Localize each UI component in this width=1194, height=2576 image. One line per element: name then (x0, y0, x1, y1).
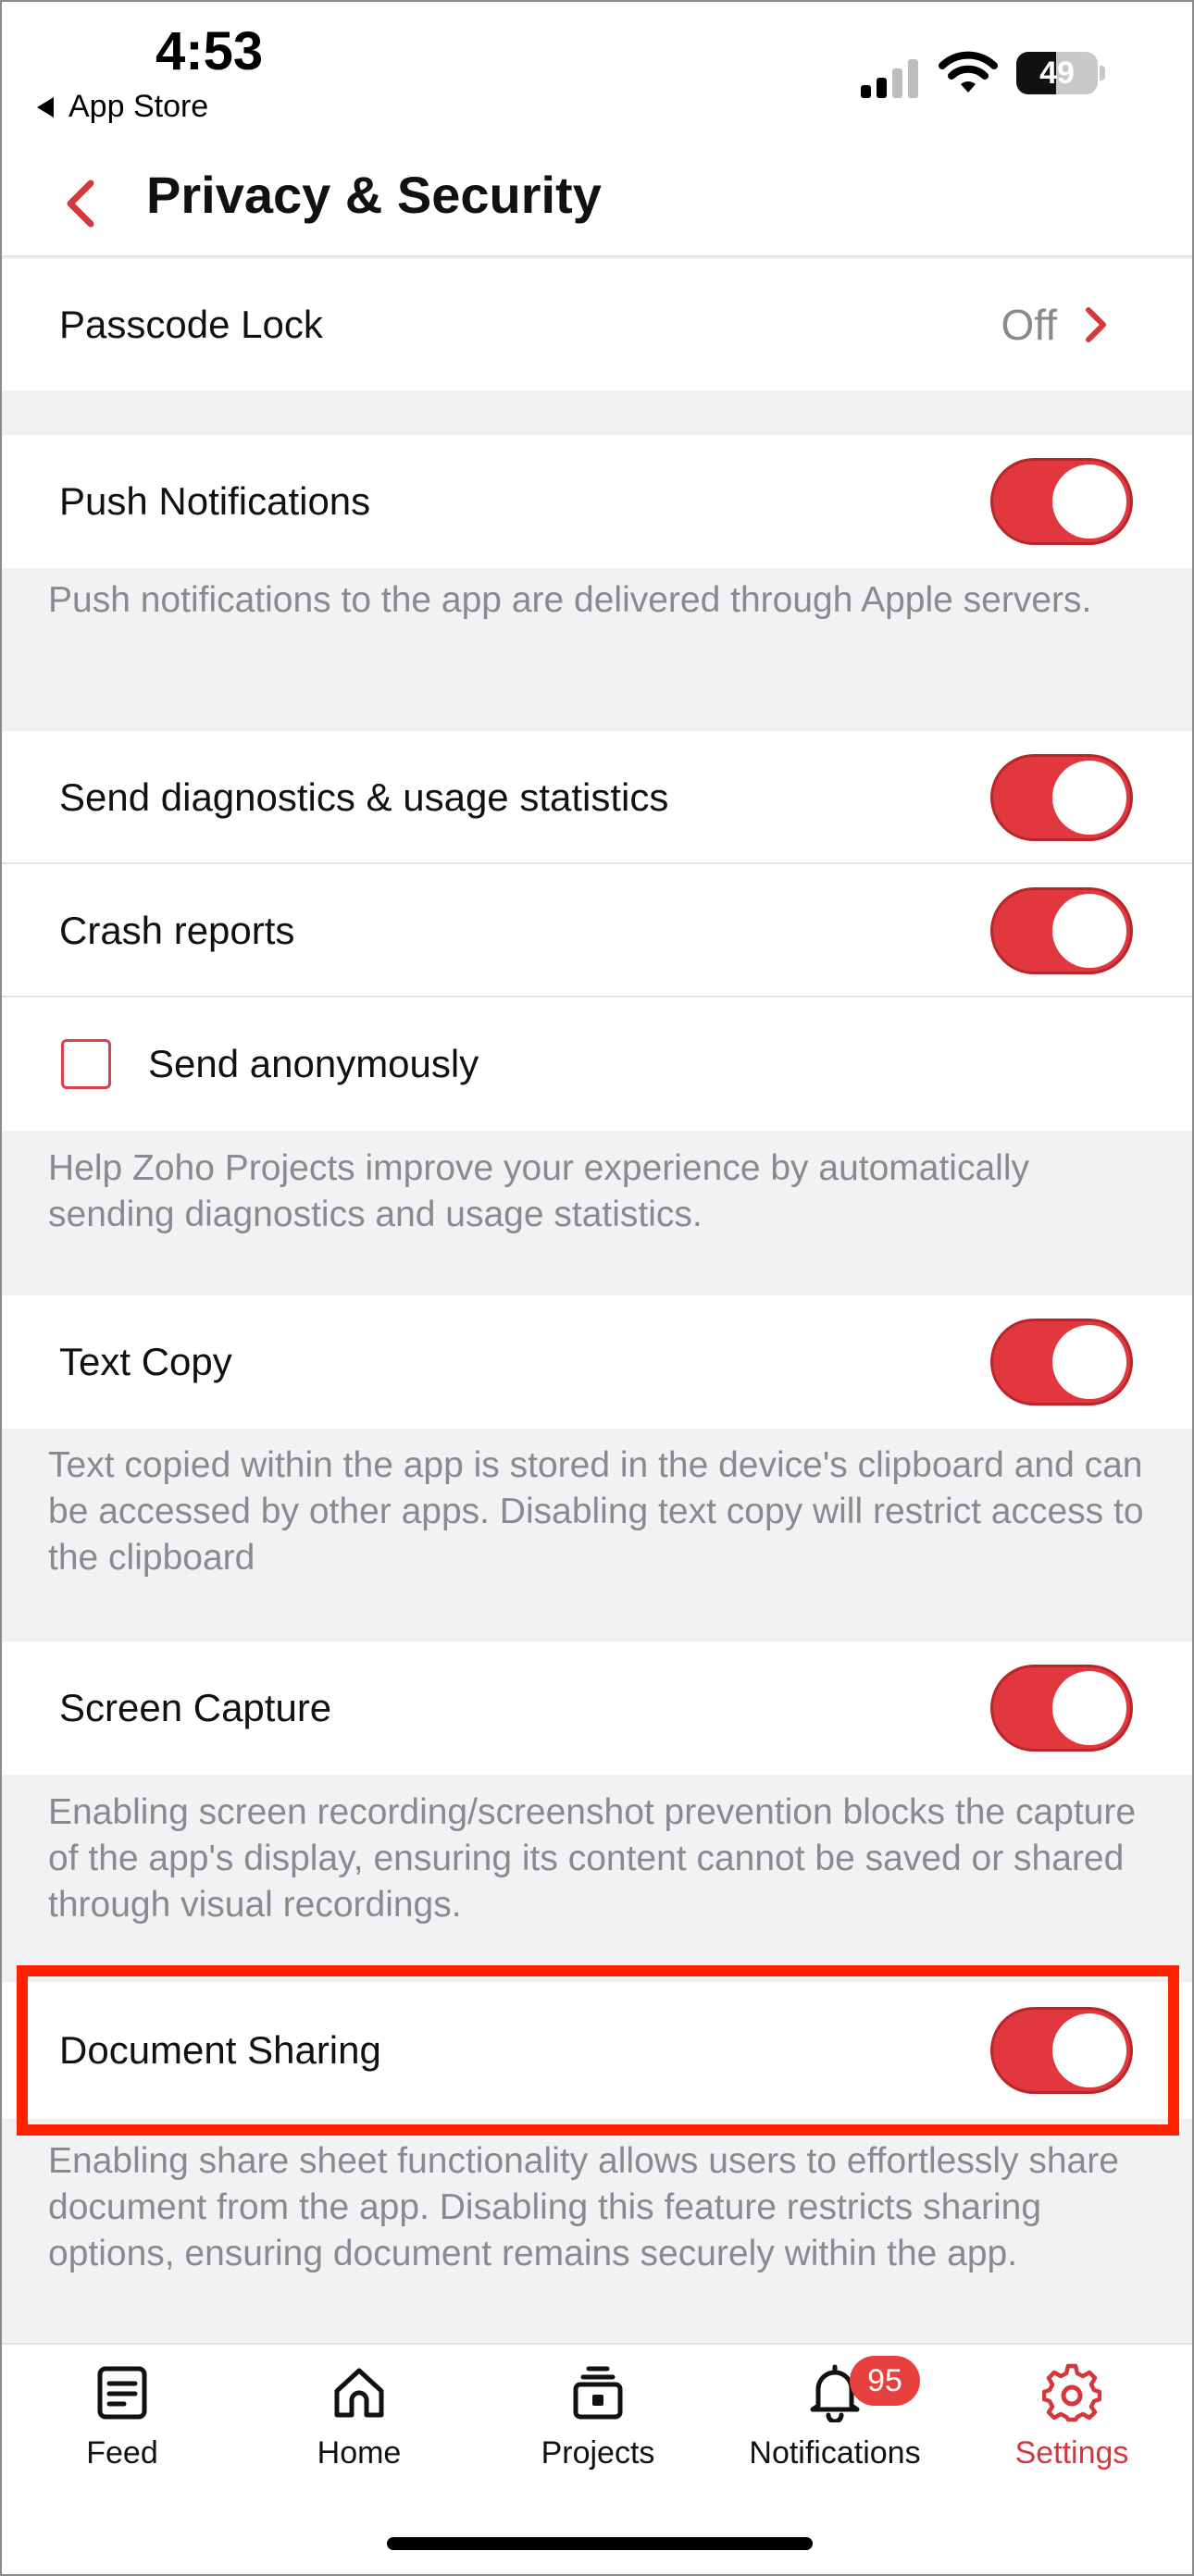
back-to-app-store-link[interactable] (37, 89, 208, 125)
screen-capture-description: Enabling screen recording/screenshot prevention blocks the capture of the app's display, ensuring its content cannot be saved or shared through visual recordings. (48, 1792, 1137, 1925)
highlight-annotation-box (17, 1965, 1179, 2136)
push-notifications-description: Push notifications to the app are delivered through Apple servers. (48, 580, 1092, 620)
tab-home-label: Home (317, 2435, 402, 2471)
crash-reports-toggle[interactable] (990, 887, 1133, 974)
tab-settings[interactable] (970, 2363, 1174, 2471)
text-copy-description: Text copied within the app is stored in the device's clipboard and can be accessed by other apps. Disabling text copy will restrict access to the clipboard (48, 1445, 1144, 1578)
screen-capture-toggle[interactable] (990, 1665, 1133, 1752)
feed-icon (93, 2363, 152, 2422)
tab-notifications-label: Notifications (749, 2435, 921, 2471)
gear-icon (1042, 2363, 1101, 2422)
diagnostics-toggle[interactable] (990, 754, 1133, 841)
back-app-label: App Store (68, 89, 209, 124)
battery-indicator (1016, 52, 1105, 94)
back-chevron-icon[interactable] (57, 176, 104, 231)
notifications-badge: 95 (850, 2356, 920, 2406)
battery-tip (1100, 66, 1105, 80)
home-icon (330, 2363, 389, 2422)
tab-projects[interactable] (496, 2363, 700, 2471)
send-anonymously-label: Send anonymously (148, 1042, 479, 1085)
push-notifications-row (2, 435, 1192, 568)
tab-feed-label: Feed (86, 2435, 158, 2471)
text-copy-toggle[interactable] (990, 1319, 1133, 1406)
toggle-knob (1052, 464, 1126, 539)
navigation-bar (2, 150, 1192, 257)
screen-capture-row (2, 1641, 1192, 1775)
status-bar (2, 2, 1192, 150)
battery-level-text: 49 (1039, 56, 1075, 91)
send-anonymously-description: Help Zoho Projects improve your experience by automatically sending diagnostics and usage statistics. (48, 1148, 1029, 1234)
send-anonymously-checkbox[interactable] (61, 1039, 111, 1089)
toggle-knob (1052, 1325, 1126, 1399)
passcode-lock-value: Off (1001, 301, 1057, 349)
passcode-lock-row[interactable] (2, 259, 1192, 390)
page-title: Privacy & Security (146, 166, 602, 224)
push-notifications-label: Push Notifications (59, 479, 371, 523)
chevron-right-icon (1083, 306, 1109, 343)
tab-notifications[interactable] (733, 2363, 937, 2471)
cellular-signal-icon (859, 57, 922, 98)
tab-projects-label: Projects (541, 2435, 655, 2471)
diagnostics-label: Send diagnostics & usage statistics (59, 775, 669, 819)
push-notifications-toggle[interactable] (990, 458, 1133, 545)
document-sharing-label: Document Sharing (59, 2028, 381, 2072)
status-time: 4:53 (155, 21, 264, 81)
battery-body (1016, 52, 1098, 94)
send-anonymously-row[interactable] (2, 997, 1192, 1131)
projects-icon (568, 2363, 628, 2422)
toggle-knob (1052, 894, 1126, 968)
tab-home[interactable] (257, 2363, 461, 2471)
document-sharing-description: Enabling share sheet functionality allows users to effortlessly share document from the app. Disabling this feature restricts sharing options, ensuring document remains securely within the app. (48, 2141, 1119, 2273)
toggle-knob (1052, 1671, 1126, 1745)
wifi-icon (939, 50, 998, 94)
screen-capture-label: Screen Capture (59, 1686, 332, 1729)
home-indicator[interactable] (387, 2537, 813, 2550)
crash-reports-row (2, 864, 1192, 997)
diagnostics-row (2, 731, 1192, 864)
crash-reports-label: Crash reports (59, 909, 295, 952)
toggle-knob (1052, 761, 1126, 835)
text-copy-label: Text Copy (59, 1340, 232, 1383)
text-copy-row (2, 1295, 1192, 1429)
tab-feed[interactable] (20, 2363, 224, 2471)
passcode-lock-label: Passcode Lock (59, 303, 323, 346)
tab-settings-label: Settings (1014, 2435, 1129, 2471)
back-triangle-icon (37, 97, 54, 118)
